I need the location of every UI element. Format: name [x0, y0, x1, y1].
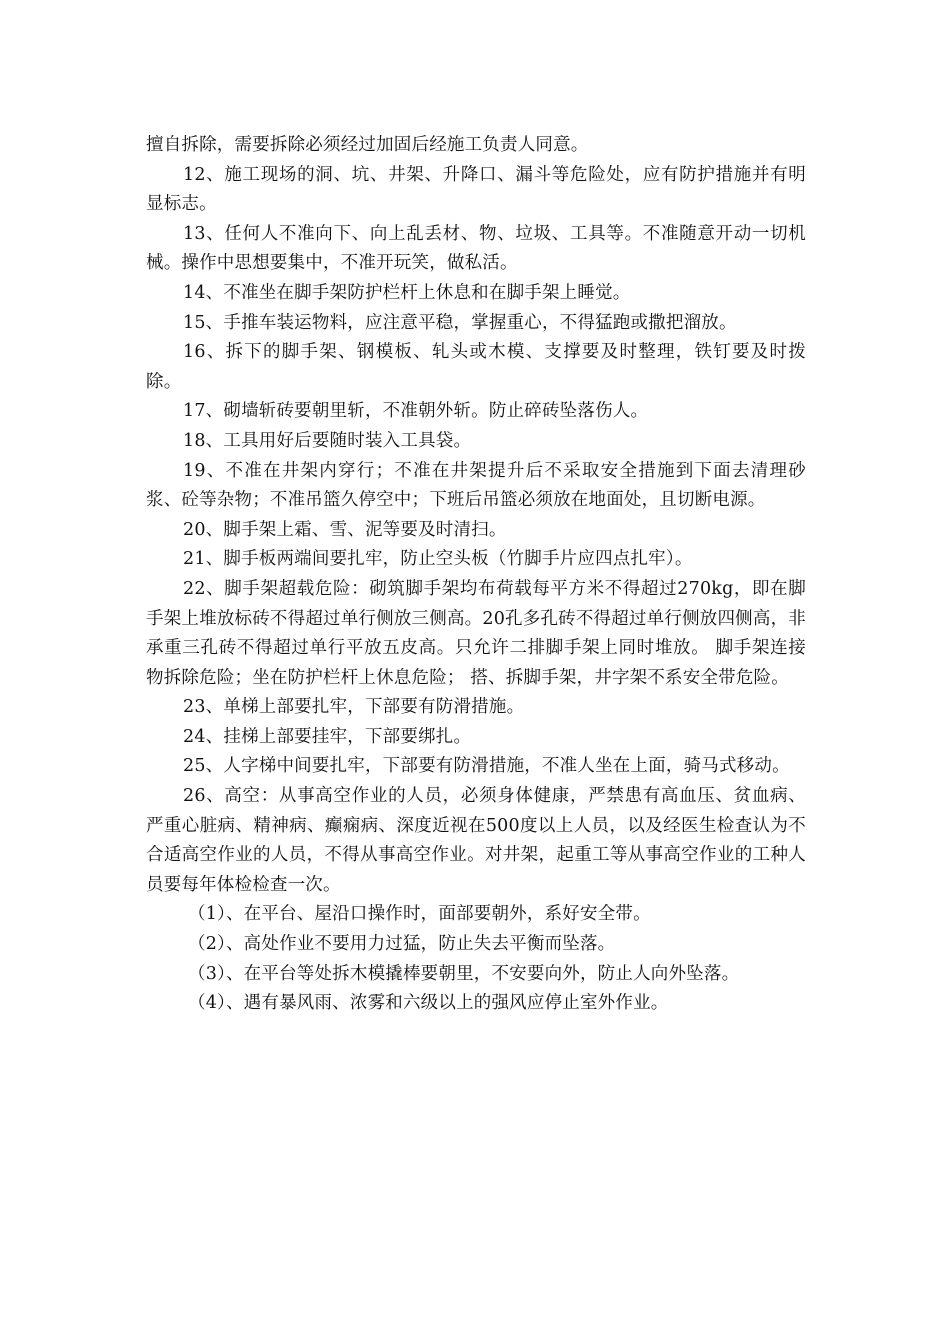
paragraph-item-15: 15、手推车装运物料，应注意平稳，掌握重心，不得猛跑或撒把溜放。	[183, 312, 737, 333]
paragraph-item-17: 17、砌墙斩砖要朝里斩，不准朝外斩。防止碎砖坠落伤人。	[183, 401, 649, 422]
paragraph-subitem-1: （1）、在平台、屋沿口操作时，面部要朝外，系好安全带。	[188, 904, 651, 925]
paragraph-item-25: 25、人字梯中间要扎牢，下部要有防滑措施，不准人坐在上面，骑马式移动。	[183, 756, 790, 777]
paragraph-item-14: 14、不准坐在脚手架防护栏杆上休息和在脚手架上睡觉。	[183, 282, 631, 303]
paragraph-item-23: 23、单梯上部要扎牢，下部要有防滑措施。	[183, 697, 525, 718]
paragraph-item-26: 26、高空：从事高空作业的人员，必须身体健康，严禁患有高血压、贫血病、严重心脏病、精神病、癫痫病、深度近视在500度以上人员，以及经医生检查认为不合适高空作业的人员，不得从事高空作业。对井架，起重工等从事高空作业的工种人员要每年体检检查一次。	[146, 786, 806, 895]
paragraph-item-24: 24、挂梯上部要挂牢，下部要绑扎。	[183, 726, 472, 747]
paragraph-subitem-4: （4）、遇有暴风雨、浓雾和六级以上的强风应停止室外作业。	[188, 993, 669, 1014]
paragraph-continuation: 擅自拆除，需要拆除必须经过加固后经施工负责人同意。	[146, 135, 589, 155]
paragraph-item-19: 19、不准在井架内穿行；不准在井架提升后不采取安全措施到下面去清理砂浆、砼等杂物；不准吊篮久停空中；下班后吊篮必须放在地面处，且切断电源。	[146, 460, 806, 511]
paragraph-item-21: 21、脚手板两端间要扎牢，防止空头板（竹脚手片应四点扎牢）。	[183, 549, 693, 570]
paragraph-item-13: 13、任何人不准向下、向上乱丢材、物、垃圾、工具等。不准随意开动一切机械。操作中思想要集中，不准开玩笑，做私活。	[146, 223, 806, 274]
paragraph-item-12: 12、施工现场的洞、坑、井架、升降口、漏斗等危险处，应有防护措施并有明显标志。	[146, 164, 806, 215]
paragraph-subitem-3: （3）、在平台等处拆木模撬棒要朝里，不安要向外，防止人向外坠落。	[188, 963, 740, 984]
paragraph-item-20: 20、脚手架上霜、雪、泥等要及时清扫。	[183, 519, 507, 540]
paragraph-item-22: 22、脚手架超载危险：砌筑脚手架均布荷载每平方米不得超过270kg，即在脚手架上堆放标砖不得超过单行侧放三侧高。20孔多孔砖不得超过单行侧放四侧高，非承重三孔砖不得超过单行平放五皮高。只允许二排脚手架上同时堆放。 脚手架连接物拆除危险；坐在防护栏杆上休息危险； 搭、拆脚手架，井字架不系安全带危险。	[146, 578, 806, 688]
document-body	[146, 131, 806, 1019]
paragraph-subitem-2: （2）、高处作业不要用力过猛，防止失去平衡而坠落。	[188, 934, 616, 955]
paragraph-item-18: 18、工具用好后要随时装入工具袋。	[183, 430, 472, 451]
paragraph-item-16: 16、拆下的脚手架、钢模板、轧头或木模、支撑要及时整理，铁钉要及时拨除。	[146, 342, 806, 392]
